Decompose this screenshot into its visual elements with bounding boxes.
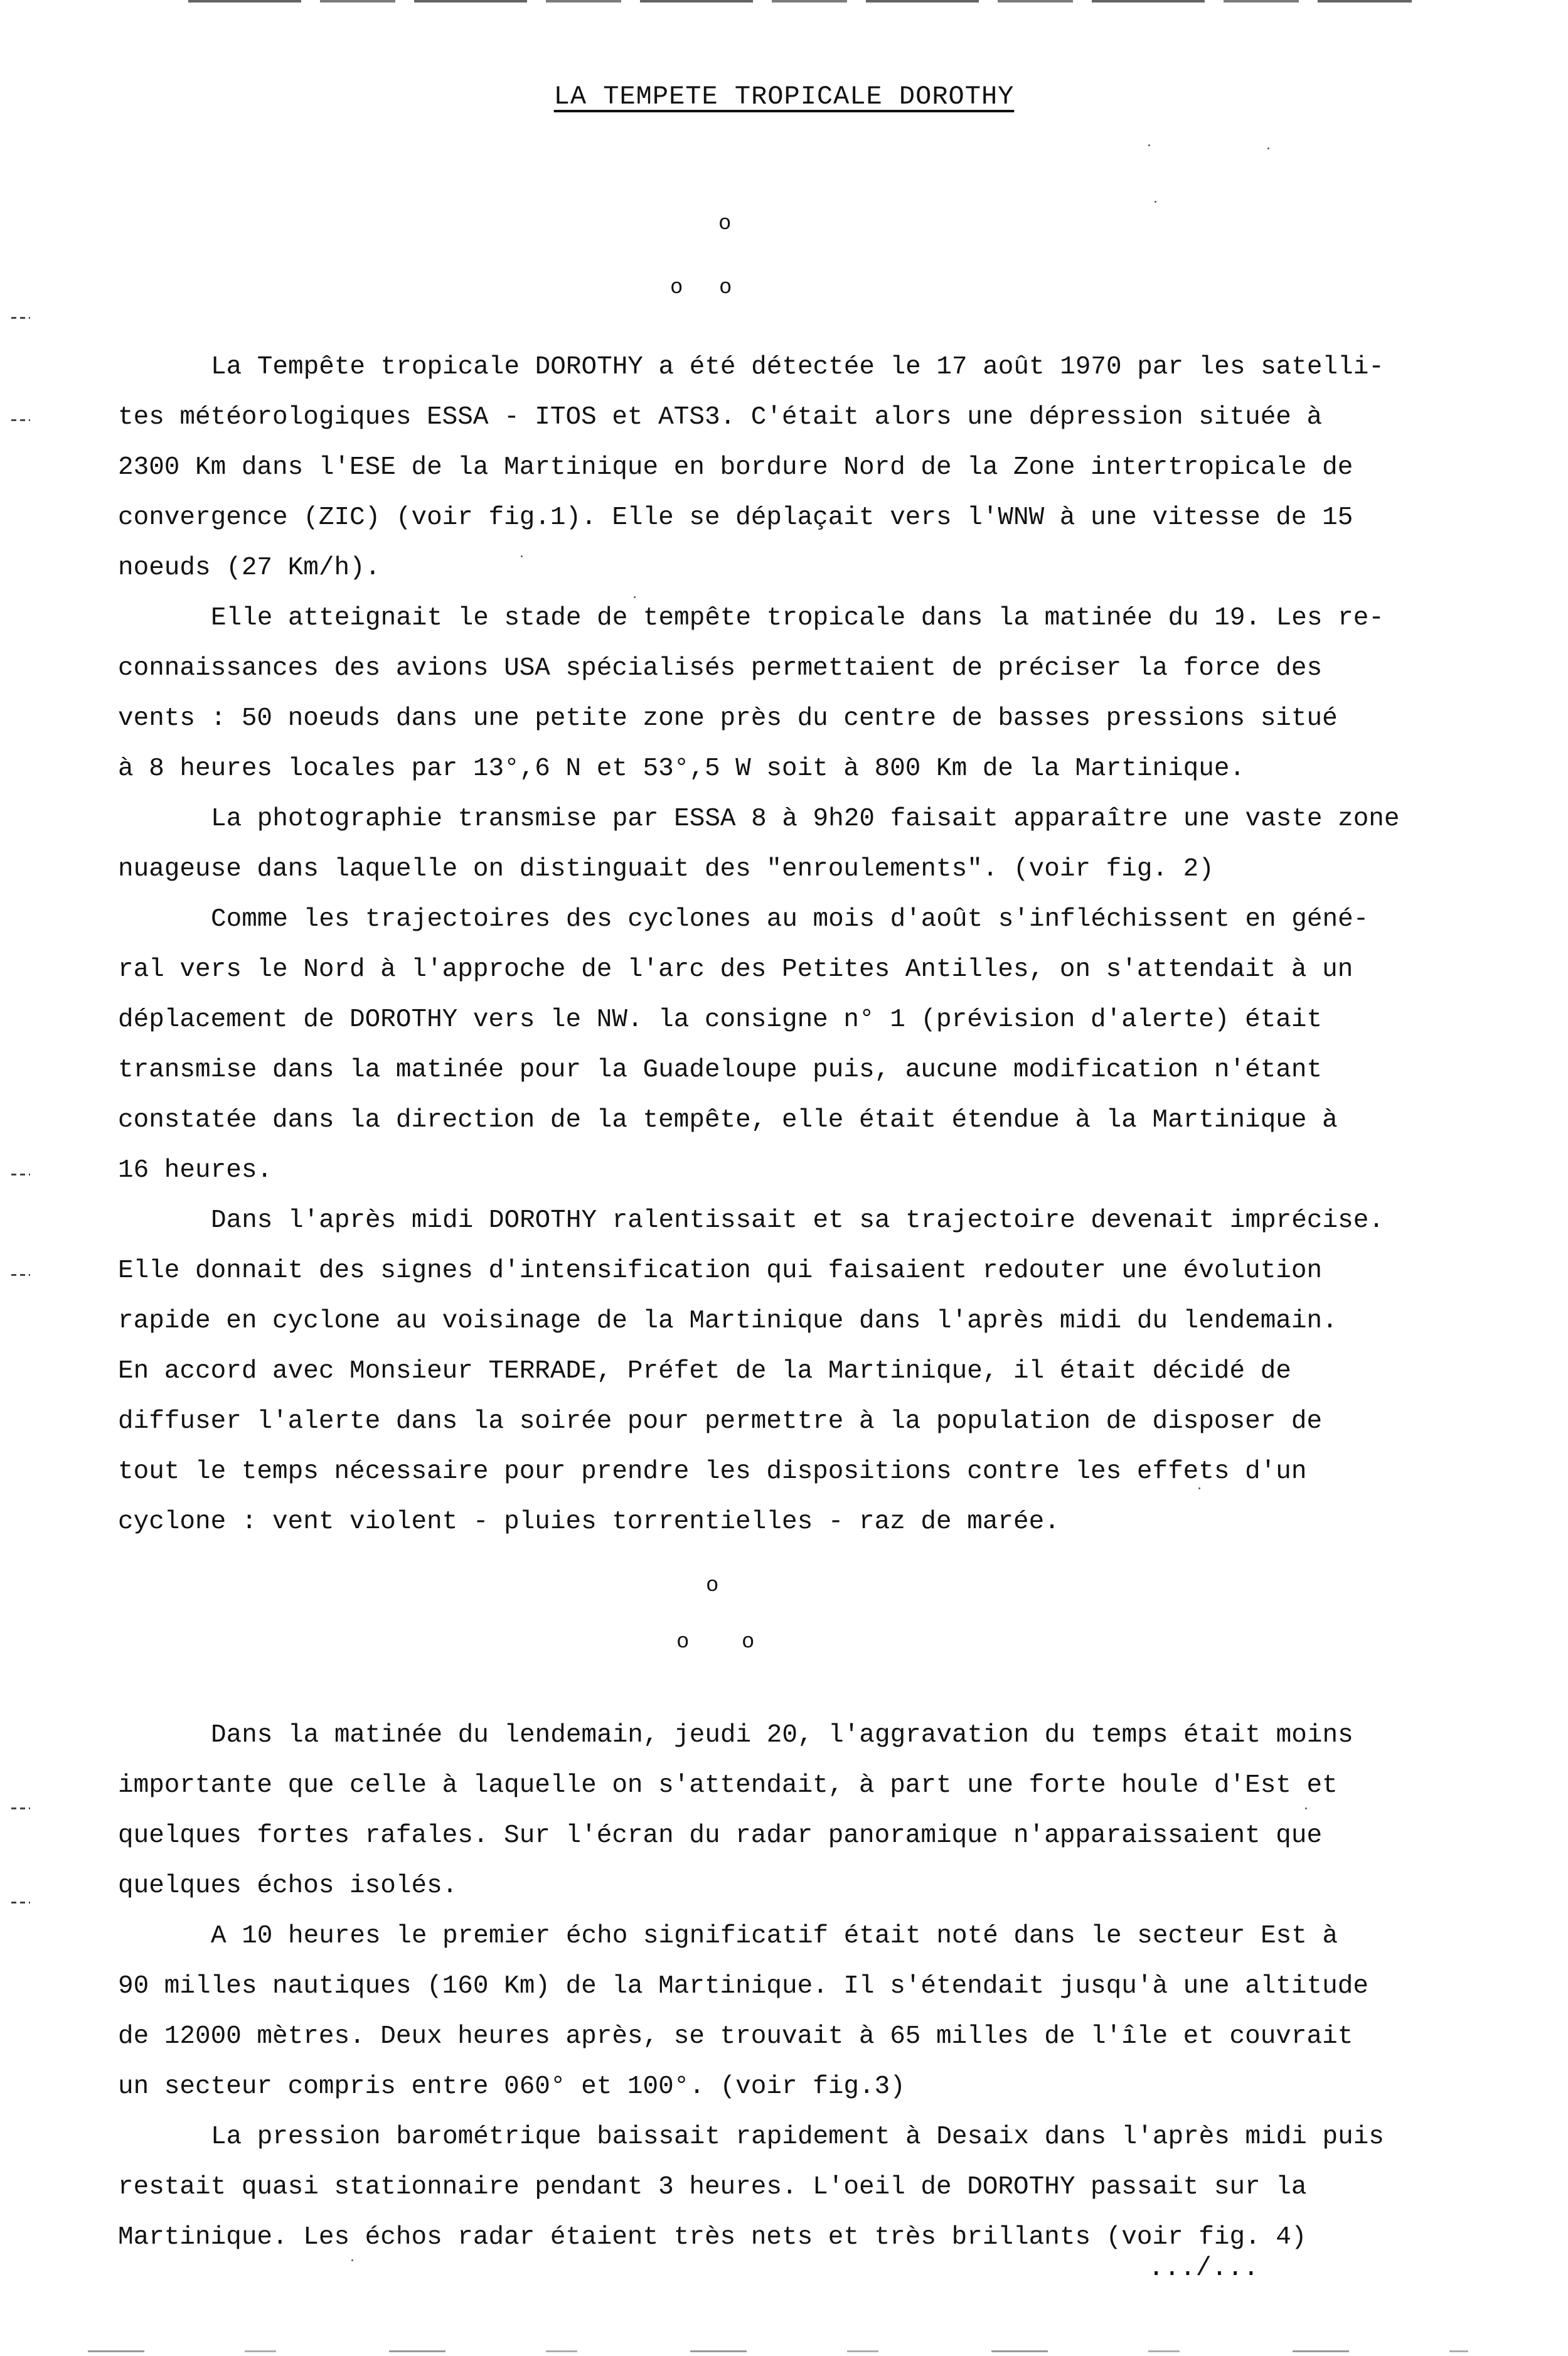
ornament-dot: o	[670, 276, 683, 300]
text-line: 16 heures.	[118, 1156, 273, 1185]
text-line: un secteur compris entre 060° et 100°. (voir fig.3)	[118, 2072, 905, 2101]
text-line: tes météorologiques ESSA - ITOS et ATS3. C'était alors une dépression située à	[118, 403, 1323, 432]
paragraph-tropical-storm-stage	[118, 593, 1473, 794]
ornament-dot: o	[719, 276, 732, 300]
text-line: rapide en cyclone au voisinage de la Martinique dans l'après midi du lendemain.	[118, 1307, 1338, 1336]
text-line: nuageuse dans laquelle on distinguait des "enroulements". (voir fig. 2)	[118, 855, 1214, 884]
margin-mark	[11, 1274, 30, 1276]
text-line: noeuds (27 Km/h).	[118, 554, 381, 582]
section-2	[118, 1710, 1473, 2262]
ornament-dot: o	[706, 1574, 719, 1598]
text-line: Elle atteignait le stade de tempête tropicale dans la matinée du 19. Les re-	[211, 604, 1384, 633]
text-line: Comme les trajectoires des cyclones au mois d'août s'infléchissent en géné-	[211, 905, 1369, 934]
text-line: Dans l'après midi DOROTHY ralentissait et sa trajectoire devenait imprécise.	[211, 1206, 1384, 1235]
scan-speck	[521, 555, 523, 557]
scan-speck	[351, 2259, 353, 2261]
text-line: quelques fortes rafales. Sur l'écran du radar panoramique n'apparaissaient que	[118, 1821, 1323, 1850]
ornament-dot: o	[718, 212, 732, 236]
text-line: vents : 50 noeuds dans une petite zone près du centre de basses pressions situé	[118, 704, 1338, 733]
margin-mark	[11, 1174, 30, 1175]
scan-speck	[1305, 1807, 1307, 1809]
scan-speck	[1155, 201, 1156, 203]
text-line: Dans la matinée du lendemain, jeudi 20, l'aggravation du temps était moins	[211, 1721, 1353, 1750]
margin-mark	[11, 1807, 30, 1809]
ornament-dot: o	[742, 1630, 755, 1654]
paragraph-detection	[118, 342, 1473, 593]
text-line: importante que celle à laquelle on s'attendait, à part une forte houle d'Est et	[118, 1771, 1338, 1800]
text-line: quelques échos isolés.	[118, 1871, 458, 1900]
text-line: Elle donnait des signes d'intensification qui faisaient redouter une évolution	[118, 1256, 1323, 1285]
paragraph-alert	[118, 1196, 1473, 1547]
text-line: La photographie transmise par ESSA 8 à 9h20 faisait apparaître une vaste zone	[211, 805, 1400, 833]
page-title: LA TEMPETE TROPICALE DOROTHY	[553, 82, 1015, 112]
text-line: 2300 Km dans l'ESE de la Martinique en bordure Nord de la Zone intertropicale de	[118, 453, 1353, 482]
ornament-dot: o	[676, 1630, 690, 1654]
text-line: ral vers le Nord à l'approche de l'arc des Petites Antilles, on s'attendait à un	[118, 955, 1353, 984]
paragraph-next-morning	[118, 1710, 1473, 1911]
section-1	[118, 342, 1473, 1547]
scan-edge-top	[188, 0, 1412, 3]
text-line: Martinique. Les échos radar étaient très nets et très brillants (voir fig. 4)	[118, 2223, 1307, 2252]
text-line: de 12000 mètres. Deux heures après, se trouvait à 65 milles de l'île et couvrait	[118, 2022, 1353, 2051]
scan-speck	[1198, 1487, 1200, 1489]
text-line: A 10 heures le premier écho significatif était noté dans le secteur Est à	[211, 1922, 1338, 1951]
scan-speck	[1148, 144, 1150, 146]
text-line: restait quasi stationnaire pendant 3 heures. L'oeil de DOROTHY passait sur la	[118, 2173, 1307, 2202]
text-line: En accord avec Monsieur TERRADE, Préfet de la Martinique, il était décidé de	[118, 1357, 1291, 1386]
scan-speck	[634, 596, 636, 598]
text-line: connaissances des avions USA spécialisés permettaient de préciser la force des	[118, 654, 1323, 683]
text-line: tout le temps nécessaire pour prendre les dispositions contre les effets d'un	[118, 1457, 1307, 1486]
text-line: à 8 heures locales par 13°,6 N et 53°,5 W soit à 800 Km de la Martinique.	[118, 754, 1245, 783]
paragraph-radar-echo	[118, 1911, 1473, 2112]
text-line: transmise dans la matinée pour la Guadeloupe puis, aucune modification n'étant	[118, 1056, 1323, 1084]
text-line: La Tempête tropicale DOROTHY a été détectée le 17 août 1970 par les satelli-	[211, 353, 1384, 382]
margin-mark	[11, 419, 30, 421]
scan-edge-bottom	[88, 2350, 1468, 2352]
text-line: diffuser l'alerte dans la soirée pour permettre à la population de disposer de	[118, 1407, 1323, 1436]
continuation-mark: .../...	[1148, 2253, 1259, 2283]
paragraph-trajectories	[118, 894, 1473, 1196]
margin-mark	[11, 317, 30, 319]
scan-speck	[1267, 147, 1269, 149]
text-line: constatée dans la direction de la tempête, elle était étendue à la Martinique à	[118, 1106, 1338, 1135]
margin-mark	[11, 1902, 30, 1904]
text-line: cyclone : vent violent - pluies torrentielles - raz de marée.	[118, 1507, 1060, 1536]
text-line: La pression barométrique baissait rapidement à Desaix dans l'après midi puis	[211, 2123, 1384, 2151]
text-line: 90 milles nautiques (160 Km) de la Martinique. Il s'étendait jusqu'à une altitude	[118, 1972, 1368, 2001]
text-line: déplacement de DOROTHY vers le NW. la consigne n° 1 (prévision d'alerte) était	[118, 1005, 1323, 1034]
paragraph-photograph	[118, 794, 1473, 894]
paragraph-pressure	[118, 2112, 1473, 2262]
text-line: convergence (ZIC) (voir fig.1). Elle se déplaçait vers l'WNW à une vitesse de 15	[118, 503, 1353, 532]
